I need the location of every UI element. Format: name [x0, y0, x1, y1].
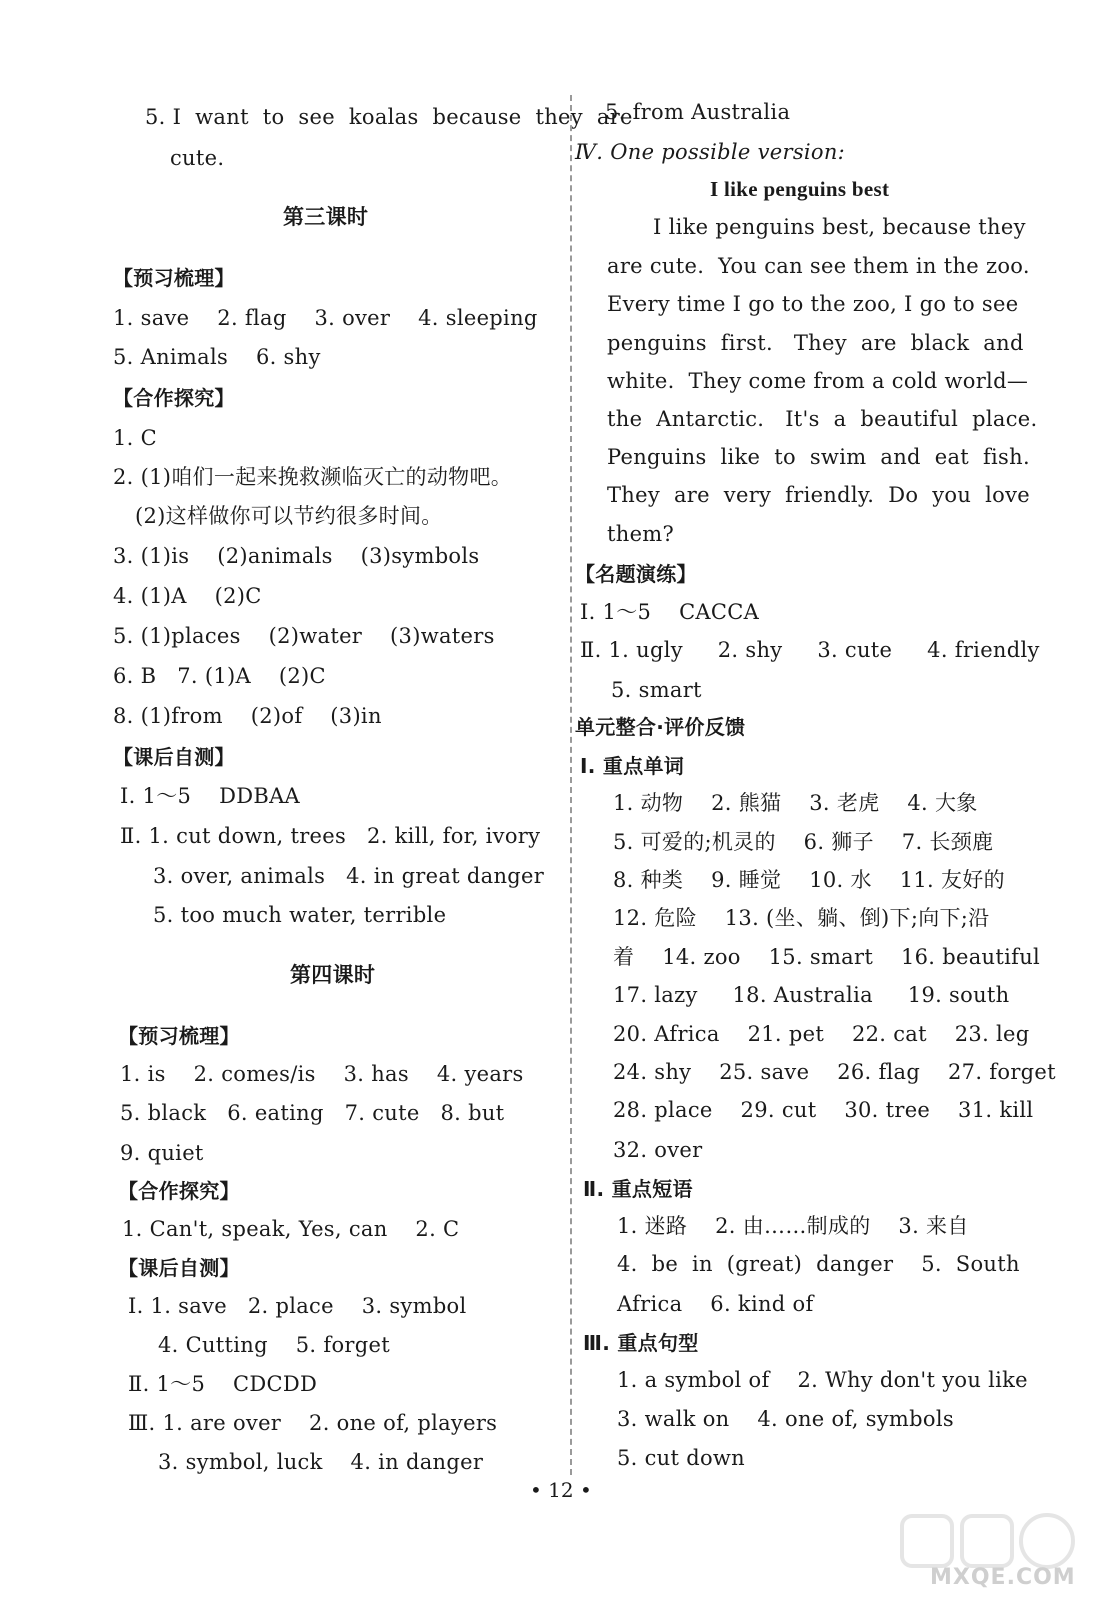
answer-line: 1. Can't, speak, Yes, can 2. C [122, 1217, 460, 1241]
column-divider [570, 95, 572, 1475]
answer-line: (2)这样做你可以节约很多时间。 [135, 504, 443, 528]
answer-line: 5. from Australia [605, 100, 791, 124]
section-heading: 【课后自测】 [113, 745, 235, 769]
subsection-heading: Ⅲ. 重点句型 [583, 1331, 699, 1355]
answer-line: 8. 种类 9. 睡觉 10. 水 11. 友好的 [613, 868, 1005, 892]
essay-line: them? [607, 522, 675, 546]
answer-line: 1. save 2. flag 3. over 4. sleeping [113, 306, 538, 330]
answer-line: 2. (1)咱们一起来挽救濒临灭亡的动物吧。 [113, 465, 513, 489]
section-heading: 【合作探究】 [118, 1179, 240, 1203]
essay-line: Penguins like to swim and eat fish. [607, 445, 1030, 469]
answer-line: 1. a symbol of 2. Why don't you like [617, 1368, 1028, 1392]
section-heading: 单元整合·评价反馈 [575, 715, 746, 739]
answer-line: 3. over, animals 4. in great danger [153, 864, 545, 888]
essay-line: penguins first. They are black and [607, 331, 1024, 355]
answer-line: 4. be in (great) danger 5. South [617, 1252, 1020, 1276]
lesson-title: 第四课时 [290, 963, 376, 987]
answer-line: 5. cut down [617, 1446, 745, 1470]
answer-line: 4. (1)A (2)C [113, 584, 262, 608]
answer-line: 5. black 6. eating 7. cute 8. but [120, 1101, 505, 1125]
essay-line: Every time I go to the zoo, I go to see [607, 292, 1019, 316]
essay-line: I like penguins best, because they [653, 215, 1026, 239]
section-heading: 【合作探究】 [113, 386, 235, 410]
answer-line: 8. (1)from (2)of (3)in [113, 704, 382, 728]
section-heading: 【课后自测】 [118, 1256, 240, 1280]
answer-line: 3. symbol, luck 4. in danger [158, 1450, 484, 1474]
essay-line: are cute. You can see them in the zoo. [607, 254, 1030, 278]
answer-line: 17. lazy 18. Australia 19. south [613, 983, 1010, 1007]
section-heading: 【预习梳理】 [118, 1024, 240, 1048]
answer-line: 5. Animals 6. shy [113, 345, 321, 369]
answer-line: 5. (1)places (2)water (3)waters [113, 624, 495, 648]
answer-line: Ⅲ. 1. are over 2. one of, players [128, 1411, 498, 1435]
answer-line: Ⅰ. 1～5 CACCA [580, 600, 760, 624]
answer-line: Africa 6. kind of [617, 1292, 814, 1316]
answer-line: Ⅰ. 1. save 2. place 3. symbol [128, 1294, 467, 1318]
answer-line: 着 14. zoo 15. smart 16. beautiful [613, 945, 1041, 969]
answer-line: 4. Cutting 5. forget [158, 1333, 390, 1357]
answer-line: 20. Africa 21. pet 22. cat 23. leg [613, 1022, 1030, 1046]
answer-line: 6. B 7. (1)A (2)C [113, 664, 326, 688]
answer-line: Ⅱ. 1. cut down, trees 2. kill, for, ivory [120, 824, 541, 848]
answer-line: 12. 危险 13. (坐、躺、倒)下;向下;沿 [613, 906, 990, 930]
answer-line: 1. 迷路 2. 由……制成的 3. 来自 [617, 1214, 969, 1238]
essay-line: white. They come from a cold world— [607, 369, 1029, 393]
answer-line: 1. 动物 2. 熊猫 3. 老虎 4. 大象 [613, 791, 978, 815]
answer-line: 3. walk on 4. one of, symbols [617, 1407, 954, 1431]
lesson-title: 第三课时 [283, 205, 369, 229]
section-heading: 【名题演练】 [575, 562, 697, 586]
answer-line: 28. place 29. cut 30. tree 31. kill [613, 1098, 1034, 1122]
answer-line: Ⅰ. 1～5 DDBAA [120, 784, 301, 808]
essay-line: They are very friendly. Do you love [607, 483, 1030, 507]
subsection-heading: Ⅰ. 重点单词 [580, 754, 685, 778]
answer-line: 5. too much water, terrible [153, 903, 447, 927]
answer-line: 9. quiet [120, 1141, 204, 1165]
answer-line: 5. smart [611, 678, 702, 702]
page-number: • 12 • [530, 1478, 592, 1502]
answer-line: 5. 可爱的;机灵的 6. 狮子 7. 长颈鹿 [613, 830, 994, 854]
essay-title: I like penguins best [710, 177, 890, 201]
answer-line: 1. C [113, 426, 157, 450]
answer-line: cute. [170, 146, 225, 170]
subsection-heading: Ⅱ. 重点短语 [583, 1177, 693, 1201]
answer-line: 24. shy 25. save 26. flag 27. forget [613, 1060, 1056, 1084]
answer-line: Ⅱ. 1～5 CDCDD [128, 1372, 318, 1396]
answer-line: Ⅱ. 1. ugly 2. shy 3. cute 4. friendly [580, 638, 1040, 662]
answer-line: Ⅳ. One possible version: [575, 140, 846, 164]
section-heading: 【预习梳理】 [113, 266, 235, 290]
essay-line: the Antarctic. It's a beautiful place. [607, 407, 1038, 431]
answer-line: 5. I want to see koalas because they are [145, 105, 633, 129]
watermark-text: MXQE.COM [930, 1565, 1076, 1590]
answer-line: 3. (1)is (2)animals (3)symbols [113, 544, 480, 568]
answer-line: 1. is 2. comes/is 3. has 4. years [120, 1062, 524, 1086]
answer-line: 32. over [613, 1138, 703, 1162]
